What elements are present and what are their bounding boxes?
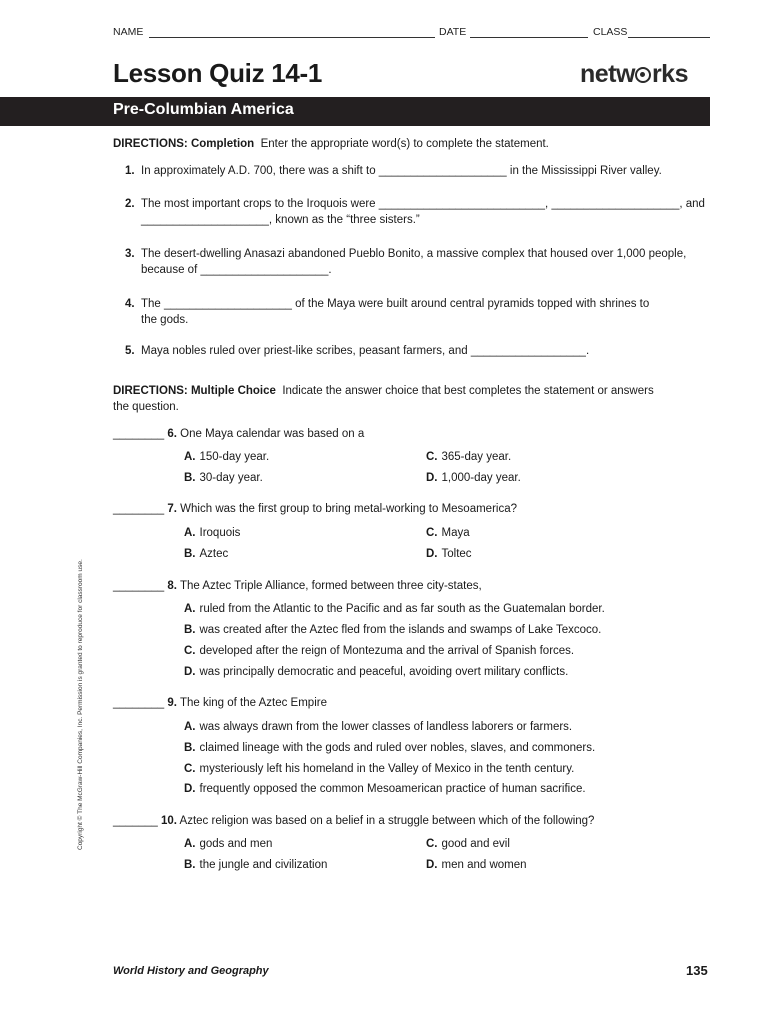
- option-text: was always drawn from the lower classes of landless laborers or farmers.: [199, 721, 573, 733]
- class-label: CLASS: [593, 26, 628, 38]
- option-letter: D.: [184, 666, 196, 678]
- answer-option: [426, 525, 470, 541]
- option-text: frequently opposed the common Mesoamerican practice of human sacrifice.: [199, 783, 586, 795]
- mc-question: [113, 501, 713, 517]
- question-number: 6.: [167, 428, 177, 440]
- option-letter: C.: [426, 838, 438, 850]
- answer-blank[interactable]: ________: [113, 580, 165, 592]
- logo-text-end: rks: [651, 60, 688, 88]
- option-text: 1,000-day year.: [441, 472, 521, 484]
- mc-directions-text-continued: the question.: [113, 401, 179, 413]
- question-stem: Aztec religion was based on a belief in a struggle between which of the following?: [179, 815, 595, 827]
- answer-blank[interactable]: _______: [113, 815, 158, 827]
- option-letter: C.: [184, 645, 196, 657]
- name-blank[interactable]: [149, 37, 435, 38]
- option-text: gods and men: [199, 838, 273, 850]
- question-text: The desert-dwelling Anasazi abandoned Pueblo Bonito, a massive complex that housed over 1,000 people,: [141, 248, 687, 260]
- completion-question: [125, 343, 715, 359]
- mc-question: [113, 578, 713, 594]
- question-stem: Which was the first group to bring metal-working to Mesoamerica?: [180, 503, 518, 515]
- completion-directions: [113, 136, 693, 152]
- answer-option: [184, 546, 228, 562]
- answer-option: [184, 525, 240, 541]
- question-number: 9.: [167, 697, 177, 709]
- mc-directions-text: Indicate the answer choice that best completes the statement or answers: [282, 385, 654, 397]
- completion-question: [125, 296, 715, 328]
- option-text: ruled from the Atlantic to the Pacific and as far south as the Guatemalan border.: [199, 603, 605, 615]
- question-number: 2.: [125, 198, 135, 210]
- answer-option: [426, 470, 521, 486]
- question-number: 7.: [167, 503, 177, 515]
- option-letter: B.: [184, 624, 196, 636]
- question-number: 10.: [160, 815, 177, 827]
- option-letter: A.: [184, 838, 196, 850]
- option-letter: B.: [184, 472, 196, 484]
- option-letter: C.: [426, 451, 438, 463]
- question-text-continued: the gods.: [141, 314, 189, 326]
- option-letter: D.: [426, 472, 438, 484]
- question-text-continued: because of ____________________.: [141, 264, 332, 276]
- answer-option: [426, 449, 511, 465]
- question-text: Maya nobles ruled over priest-like scribes, peasant farmers, and __________________.: [141, 345, 590, 357]
- option-letter: B.: [184, 548, 196, 560]
- completion-question: [125, 196, 715, 228]
- book-title: World History and Geography: [113, 965, 269, 977]
- option-letter: A.: [184, 527, 196, 539]
- answer-option: [184, 470, 263, 486]
- section-banner: [0, 97, 710, 126]
- option-text: Iroquois: [199, 527, 241, 539]
- question-number: 3.: [125, 248, 135, 260]
- option-text: developed after the reign of Montezuma and the arrival of Spanish forces.: [199, 645, 575, 657]
- logo-text-start: netw: [580, 60, 635, 88]
- page-title: Lesson Quiz 14-1: [113, 58, 323, 88]
- option-text: the jungle and civilization: [199, 859, 328, 871]
- logo-circle-icon: [635, 67, 651, 83]
- mc-question: [113, 695, 713, 711]
- option-letter: C.: [426, 527, 438, 539]
- option-text: men and women: [441, 859, 527, 871]
- option-text: was created after the Aztec fled from the islands and swamps of Lake Texcoco.: [199, 624, 602, 636]
- student-info-header: [113, 24, 710, 42]
- mc-directions-label: DIRECTIONS: Multiple Choice: [113, 385, 276, 397]
- option-letter: A.: [184, 451, 196, 463]
- option-text: Aztec: [199, 548, 229, 560]
- copyright-notice: Copyright © The McGraw-Hill Companies, Inc. Permission is granted to reproduce for classroom use.: [77, 559, 84, 850]
- answer-option: [426, 546, 472, 562]
- name-label: NAME: [113, 26, 144, 38]
- answer-option: [426, 836, 510, 852]
- question-number: 8.: [167, 580, 177, 592]
- mc-directions: [113, 383, 693, 415]
- mc-question: [113, 813, 713, 829]
- question-stem: The Aztec Triple Alliance, formed between three city-states,: [179, 580, 482, 592]
- option-letter: C.: [184, 763, 196, 775]
- answer-option: [426, 857, 527, 873]
- option-letter: A.: [184, 721, 196, 733]
- option-letter: D.: [426, 548, 438, 560]
- question-text: The most important crops to the Iroquois were __________________________, ____________________, and: [141, 198, 705, 210]
- answer-option: [184, 740, 595, 756]
- option-text: mysteriously left his homeland in the Valley of Mexico in the tenth century.: [199, 763, 575, 775]
- option-text: good and evil: [441, 838, 510, 850]
- completion-directions-label: DIRECTIONS: Completion: [113, 138, 255, 150]
- question-number: 1.: [125, 165, 135, 177]
- option-letter: D.: [426, 859, 438, 871]
- mc-question: [113, 426, 713, 442]
- date-label: DATE: [439, 26, 467, 38]
- answer-option: [184, 857, 327, 873]
- option-text: 150-day year.: [199, 451, 270, 463]
- option-letter: B.: [184, 742, 196, 754]
- option-text: Maya: [441, 527, 470, 539]
- answer-option: [184, 643, 574, 659]
- answer-option: [184, 836, 272, 852]
- networks-logo: [580, 60, 688, 89]
- completion-question: [125, 246, 715, 278]
- option-text: 365-day year.: [441, 451, 512, 463]
- question-stem: One Maya calendar was based on a: [180, 428, 365, 440]
- completion-directions-text: Enter the appropriate word(s) to complete the statement.: [260, 138, 549, 150]
- answer-option: [184, 761, 574, 777]
- page-number: 135: [686, 963, 708, 978]
- option-text: 30-day year.: [199, 472, 263, 484]
- answer-option: [184, 781, 586, 797]
- question-stem: The king of the Aztec Empire: [179, 697, 327, 709]
- option-text: was principally democratic and peaceful, avoiding overt military conflicts.: [199, 666, 569, 678]
- answer-option: [184, 719, 572, 735]
- option-letter: D.: [184, 783, 196, 795]
- answer-blank[interactable]: ________: [113, 503, 165, 515]
- question-text: The ____________________ of the Maya were built around central pyramids topped with shrines to: [141, 298, 650, 310]
- option-text: claimed lineage with the gods and ruled over nobles, slaves, and commoners.: [199, 742, 596, 754]
- answer-option: [184, 449, 269, 465]
- completion-question: [125, 163, 715, 179]
- question-text-continued: ____________________, known as the “three sisters.”: [141, 214, 420, 226]
- answer-option: [184, 622, 601, 638]
- answer-option: [184, 601, 605, 617]
- date-blank[interactable]: [470, 37, 588, 38]
- option-text: Toltec: [441, 548, 472, 560]
- banner-title: Pre-Columbian America: [113, 101, 294, 118]
- answer-blank[interactable]: ________: [113, 697, 165, 709]
- answer-blank[interactable]: ________: [113, 428, 165, 440]
- question-number: 4.: [125, 298, 135, 310]
- question-text: In approximately A.D. 700, there was a shift to ____________________ in the Mississippi River valley.: [141, 165, 662, 177]
- answer-option: [184, 664, 568, 680]
- option-letter: B.: [184, 859, 196, 871]
- question-number: 5.: [125, 345, 135, 357]
- class-blank[interactable]: [628, 37, 710, 38]
- option-letter: A.: [184, 603, 196, 615]
